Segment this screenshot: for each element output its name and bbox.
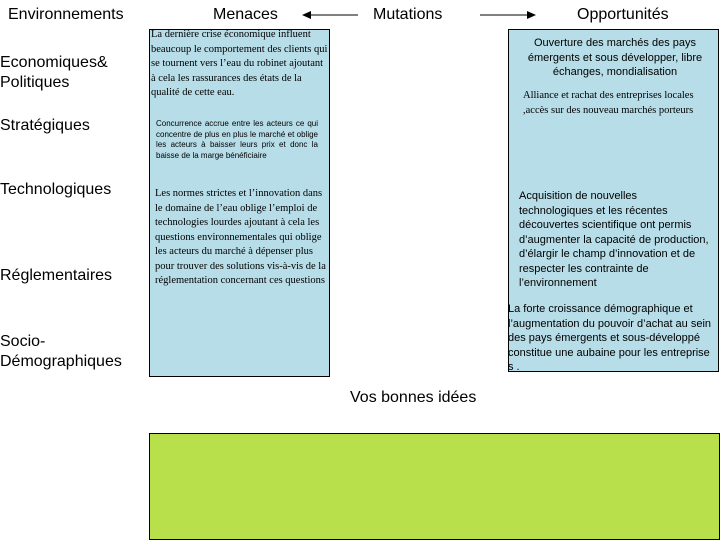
row-technologiques: Technologiques: [0, 181, 112, 198]
menace-normes: Les normes strictes et l’innovation dans le domaine de l’eau oblige l’emploi de technologies lourdes ajoutant à cela les questions environnementales qui oblige les acteurs du marché à dépenser plus pour trouver des solutions vis-à-vis de la réglementation concernant ces questions: [155, 188, 326, 286]
row-strategiques: Stratégiques: [0, 117, 90, 134]
header-menaces: Menaces: [213, 6, 278, 23]
menace-concurrence: Concurrence accrue entre les acteurs ce qui concentre de plus en plus le marché et oblige les acteurs à baisser leurs prix et donc la baisse de la marge bénéficiaire: [156, 119, 318, 160]
arrow-left-icon: [300, 8, 360, 22]
row-socio: Socio-Démographiques: [0, 333, 122, 370]
menace-crise: La dernière crise économique influent beaucoup le comportement des clients qui se tournent vers l’eau du robinet ajoutant à cela les rassurances des états de la qualité de cette eau.: [151, 29, 328, 98]
row-reglementaires: Réglementaires: [0, 267, 113, 284]
menaces-box: [149, 29, 330, 377]
ideas-box[interactable]: [149, 433, 720, 540]
header-mutations: Mutations: [373, 6, 443, 23]
opp-acquisition: Acquisition de nouvelles technologiques et les récentes découvertes scientifique ont permis d’augmenter la capacité de production, d’élargir le champ d’innovation et de respecter les contrainte de l’environnement: [519, 190, 709, 289]
opp-ouverture: Ouverture des marchés des pays émergents et sous développer, libre échanges, mondialisation: [527, 37, 703, 78]
arrow-right-icon: [478, 8, 538, 22]
opp-alliance: Alliance et rachat des entreprises locales ,accès sur des nouveau marchés porteurs: [523, 90, 694, 116]
opportunites-box: [508, 29, 719, 372]
row-economiques: Economiques& Politiques: [0, 54, 108, 91]
ideas-title: Vos bonnes idées: [350, 389, 477, 406]
opp-croissance: La forte croissance démographique et l’augmentation du pouvoir d’achat au sein des pays émergents et sous-développé constitue une aubaine pour les entreprise s .: [508, 303, 712, 373]
header-opportunites: Opportunités: [577, 6, 669, 23]
header-environnements: Environnements: [8, 6, 124, 23]
